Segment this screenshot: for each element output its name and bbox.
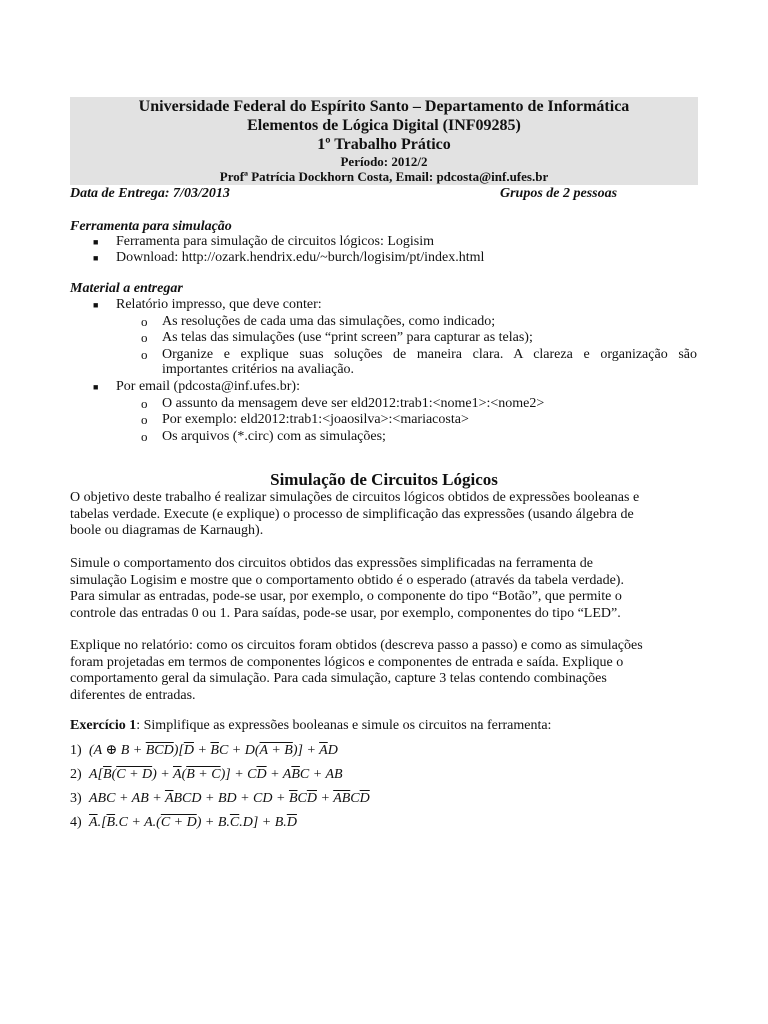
sub-bullet-icon: o [141, 412, 148, 427]
formula-part: ( [181, 767, 187, 782]
formula-part-negated: $\overline{A}$ [164, 791, 174, 806]
formula-part: )] + C [220, 767, 257, 782]
formula-part-negated: $\overline{B}$ [103, 767, 112, 782]
formula-part: + [193, 743, 211, 758]
formula-part-negated: C + D [116, 767, 153, 782]
formula-part: ) + [152, 767, 173, 782]
formula-2 [70, 766, 343, 784]
formula-part-negated: $\overline{BCD}$ [145, 743, 174, 758]
course-title: Elementos de Lógica Digital (INF09285) [247, 117, 521, 134]
formula-part-negated: $\overline{B}$ [210, 743, 219, 758]
formula-part-negated: $\overline{A}$ [173, 767, 182, 782]
bullet-icon: ■ [93, 300, 99, 310]
formula-number: 4) [70, 815, 82, 830]
formula-part: ABC + AB + [89, 791, 165, 806]
deliverable-printed-report: Relatório impresso, que deve conter: [116, 297, 322, 312]
paragraph-line: comportamento geral da simulação. Para cada simulação, capture 3 telas contendo combinações [70, 671, 607, 686]
formula-3 [70, 790, 370, 808]
sub-item-files: Os arquivos (*.circ) com as simulações; [162, 429, 386, 444]
formula-part-negated: $\overline{A}$ [89, 815, 98, 830]
paragraph-line: Simule o comportamento dos circuitos obtidos das expressões simplificadas na ferramenta de [70, 556, 593, 571]
delivery-date: Data de Entrega: 7/03/2013 [70, 186, 230, 201]
tool-item-logisim: Ferramenta para simulação de circuitos lógicos: Logisim [116, 234, 435, 249]
paragraph-line: simulação Logisim e mostre que o comportamento obtido é o esperado (através da tabela verdade). [70, 572, 624, 588]
exercise-label: Exercício 1 [70, 718, 137, 733]
formula-part-negated: C + D [160, 815, 197, 830]
bullet-icon: ■ [93, 382, 99, 392]
bullet-icon: ■ [93, 253, 99, 263]
formula-part-negated: $\overline{B}$ [106, 815, 116, 830]
formula-part-negated: $\overline{B}$ [288, 791, 298, 806]
paragraph-line: Para simular as entradas, pode-se usar, por exemplo, o componente do tipo “Botão”, que permite o [70, 589, 622, 604]
sub-item-subject: O assunto da mensagem deve ser eld2012:trab1:<nome1>:<nome2> [162, 396, 545, 411]
formula-part-negated: $\overline{B}$ [291, 767, 300, 782]
paragraph-line: boole ou diagramas de Karnaugh). [70, 523, 264, 538]
deliverables-heading: Material a entregar [70, 281, 183, 296]
formula-part: .D] + B. [239, 815, 287, 830]
deliverable-email: Por email (pdcosta@inf.ufes.br): [116, 379, 300, 394]
formula-part: + A [266, 767, 292, 782]
formula-part: C [350, 791, 360, 806]
sub-item-screens: As telas das simulações (use “print screen” para capturar as telas); [162, 330, 533, 345]
sub-bullet-icon: o [141, 347, 148, 362]
sub-item-resolutions: As resoluções de cada uma das simulações, como indicado; [162, 314, 496, 329]
section-title: Simulação de Circuitos Lógicos [270, 470, 498, 489]
formula-part: .[ [97, 815, 107, 830]
formula-part-negated: A + B [259, 743, 293, 758]
sub-item-example: Por exemplo: eld2012:trab1:<joaosilva>:<mariacosta> [162, 412, 469, 427]
formula-part-negated: $\overline{D}$ [286, 815, 297, 830]
formula-part-negated: $\overline{C}$ [229, 815, 240, 830]
paragraph-line: controle das entradas 0 ou 1. Para saídas, pode-se usar, por exemplo, componentes do tipo “LED”. [70, 605, 621, 621]
sub-bullet-icon: o [141, 396, 148, 411]
assignment-title: 1º Trabalho Prático [317, 136, 451, 153]
formula-part: + [316, 791, 334, 806]
sub-item-organize: Organize e explique suas soluções de maneira clara. A clareza e organização são [162, 347, 697, 362]
group-size: Grupos de 2 pessoas [500, 186, 618, 201]
formula-part: ( [111, 767, 117, 782]
paragraph-explain [70, 638, 690, 704]
formula-part: (A ⊕ B + [89, 743, 146, 758]
formula-part: )] + [292, 743, 320, 758]
formula-part: C [297, 791, 307, 806]
formula-part-negated: $\overline{D}$ [359, 791, 370, 806]
paragraph-line: diferentes de entradas. [70, 687, 196, 703]
professor-email: Profª Patrícia Dockhorn Costa, Email: pdcosta@inf.ufes.br [219, 169, 549, 184]
formula-number: 1) [70, 743, 82, 758]
sub-bullet-icon: o [141, 330, 148, 345]
formula-number: 3) [70, 791, 82, 806]
exercise-heading [70, 718, 551, 734]
formula-number: 2) [70, 767, 82, 782]
paragraph-line: tabelas verdade. Execute (e explique) o processo de simplificação das expressões (usando álgebra de [70, 506, 634, 522]
paragraph-line: Explique no relatório: como os circuitos foram obtidos (descreva passo a passo) e como as simulações [70, 638, 643, 653]
formula-4 [70, 814, 297, 832]
sub-item-organize-cont: importantes critérios na avaliação. [162, 362, 355, 377]
header-box [70, 97, 698, 185]
sub-bullet-icon: o [141, 314, 148, 329]
bullet-icon: ■ [93, 237, 99, 247]
paragraph-simulate [70, 556, 690, 622]
formula-part-negated: $\overline{D}$ [306, 791, 317, 806]
formula-1 [70, 742, 338, 760]
formula-part: D [327, 743, 338, 758]
university-department-title: Universidade Federal do Espírito Santo – Departamento de Informática [138, 98, 630, 115]
paragraph-line: foram projetadas em termos de componentes lógicos e componentes de entrada e saída. Explique o [70, 654, 624, 670]
tool-heading: Ferramenta para simulação [70, 219, 232, 234]
formula-part: C + D( [218, 743, 260, 758]
exercise-instructions: : Simplifique as expressões booleanas e simule os circuitos na ferramenta: [136, 718, 552, 733]
formula-part-negated: $\overline{A}$ [319, 743, 328, 758]
formula-part: BCD + BD + CD + [173, 791, 289, 806]
formula-part: A[ [89, 767, 103, 782]
formula-part: .C + A.( [115, 815, 161, 830]
paragraph-objective [70, 490, 690, 540]
formula-part: C + AB [299, 767, 343, 782]
formula-part-negated: $\overline{AB}$ [333, 791, 351, 806]
sub-bullet-icon: o [141, 429, 148, 444]
paragraph-line: O objetivo deste trabalho é realizar simulações de circuitos lógicos obtidos de expressões booleanas e [70, 490, 640, 505]
formula-part: ) + B. [196, 815, 230, 830]
formula-part-negated: B + C [186, 767, 221, 782]
tool-item-download: Download: http://ozark.hendrix.edu/~burch/logisim/pt/index.html [116, 250, 485, 265]
formula-part-negated: $\overline{D}$ [256, 767, 267, 782]
formula-part-negated: $\overline{D}$ [183, 743, 194, 758]
formula-part: )[ [173, 743, 184, 758]
period: Período: 2012/2 [340, 154, 428, 169]
